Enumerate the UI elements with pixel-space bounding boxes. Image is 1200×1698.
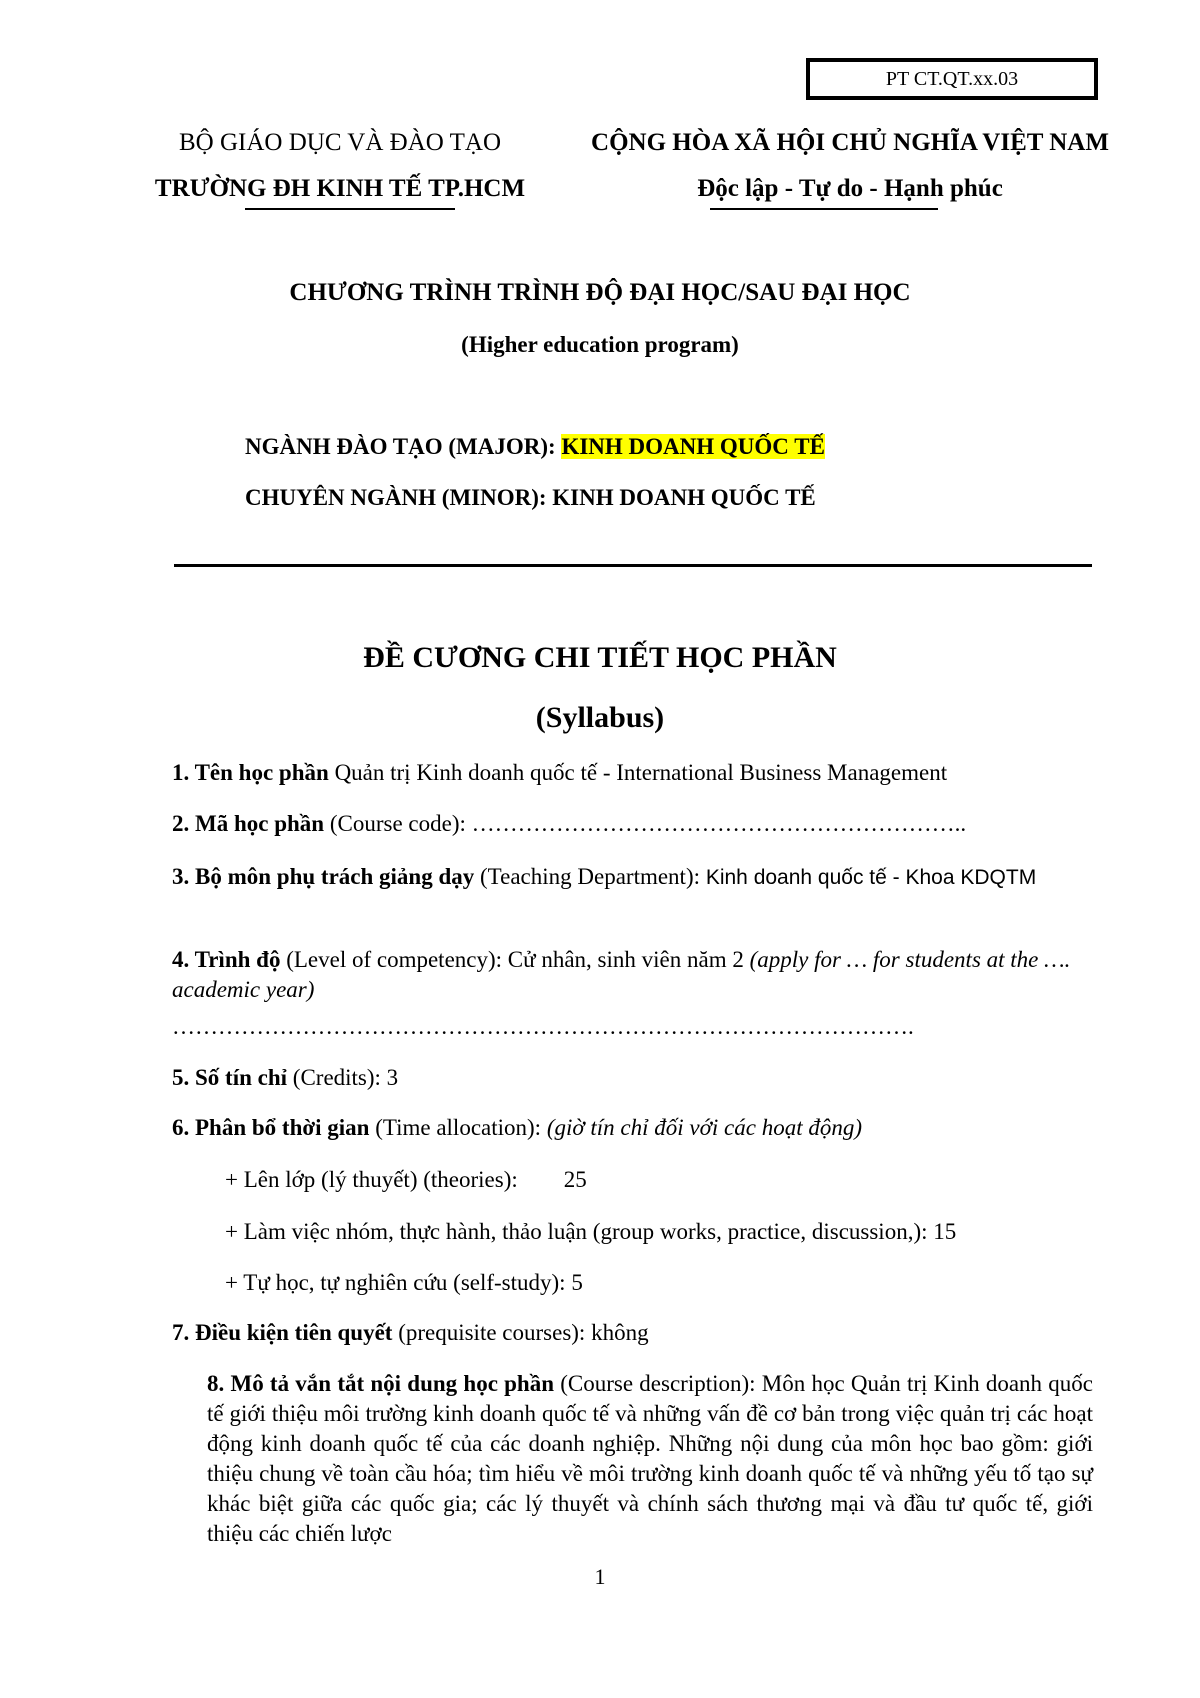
section-time-allocation — [172, 1113, 1092, 1143]
page-number: 1 — [594, 1564, 606, 1589]
section-level — [172, 945, 1092, 1005]
section-3-text: (Teaching Department): — [474, 864, 700, 889]
section-6-text: (Time allocation): — [369, 1115, 547, 1140]
minor-line — [245, 482, 816, 514]
university-name: TRƯỜNG ĐH KINH TẾ TP.HCM — [154, 175, 526, 202]
minor-label: CHUYÊN NGÀNH (MINOR): — [245, 485, 547, 510]
motto-underline — [710, 208, 938, 210]
minor-value: KINH DOANH QUỐC TẾ — [552, 485, 816, 510]
document-code: PT CT.QT.xx.03 — [885, 68, 1019, 90]
section-5-label: 5. Số tín chỉ — [172, 1065, 288, 1090]
section-2-text: (Course code): ……………………………………………………….. — [324, 811, 967, 836]
major-value: KINH DOANH QUỐC TẾ — [561, 434, 825, 459]
section-course-description — [207, 1369, 1093, 1549]
syllabus-subtitle: (Syllabus) — [535, 701, 665, 734]
section-7-label: 7. Điều kiện tiên quyết — [172, 1320, 393, 1345]
allocation-group-work: + Làm việc nhóm, thực hành, thảo luận (group works, practice, discussion,): 15 — [225, 1219, 957, 1244]
motto: Độc lập - Tự do - Hạnh phúc — [697, 175, 1003, 202]
section-3-value: Kinh doanh quốc tế - Khoa KDQTM — [700, 866, 1037, 889]
section-teaching-department — [172, 862, 1092, 893]
university-underline — [245, 208, 455, 210]
ministry-name: BỘ GIÁO DỤC VÀ ĐÀO TẠO — [179, 129, 501, 156]
program-subtitle: (Higher education program) — [461, 332, 739, 357]
section-divider — [174, 564, 1092, 567]
major-label: NGÀNH ĐÀO TẠO (MAJOR): — [245, 434, 556, 459]
program-title: CHƯƠNG TRÌNH TRÌNH ĐỘ ĐẠI HỌC/SAU ĐẠI HỌC — [289, 279, 911, 306]
syllabus-title: ĐỀ CƯƠNG CHI TIẾT HỌC PHẦN — [363, 641, 837, 674]
section-4-label: 4. Trình độ — [172, 947, 281, 972]
section-3-label: 3. Bộ môn phụ trách giảng dạy — [172, 864, 475, 889]
section-4-text: (Level of competency): Cử nhân, sinh viên năm 2 — [280, 947, 750, 972]
section-4-italic: (apply for … for students at the …. academic year) — [172, 947, 1071, 1002]
section-8-text: (Course description): Môn học Quản trị Kinh doanh quốc tế giới thiệu môi trường kinh doanh quốc tế và những vấn đề cơ bản trong việc quản trị các hoạt động kinh doanh quốc tế của các doanh nghiệp. Những nội dung của môn học bao gồm: giới thiệu chung về toàn cầu hóa; tìm hiểu về môi trường kinh doanh quốc tế và những yếu tố tạo sự khác biệt giữa các quốc gia; các lý thuyết và chính sách thương mại và đầu tư quốc tế, giới thiệu các chiến lược — [207, 1371, 1093, 1546]
section-1-text: Quản trị Kinh doanh quốc tế - International Business Management — [328, 760, 948, 785]
section-2-label: 2. Mã học phần — [172, 811, 325, 836]
section-prerequisites — [172, 1318, 1092, 1348]
major-line — [245, 431, 825, 463]
section-course-name — [172, 758, 1092, 788]
section-1-label: 1. Tên học phần — [172, 760, 329, 785]
section-course-code — [172, 809, 1092, 839]
republic-name: CỘNG HÒA XÃ HỘI CHỦ NGHĨA VIỆT NAM — [591, 129, 1109, 156]
section-credits — [172, 1063, 1092, 1093]
allocation-self-study: + Tự học, tự nghiên cứu (self-study): 5 — [225, 1270, 583, 1295]
section-6-italic: (giờ tín chỉ đối với các hoạt động) — [546, 1115, 862, 1140]
document-code-box — [806, 58, 1098, 100]
allocation-theory: + Lên lớp (lý thuyết) (theories): 25 — [225, 1167, 587, 1192]
section-6-label: 6. Phân bổ thời gian — [172, 1115, 370, 1140]
section-4-dots: ……………………………………………………………………………………. — [172, 1014, 914, 1039]
section-8-label: 8. Mô tả vắn tắt nội dung học phần — [207, 1371, 555, 1396]
section-7-text: (prequisite courses): không — [392, 1320, 649, 1345]
section-5-text: (Credits): 3 — [287, 1065, 399, 1090]
